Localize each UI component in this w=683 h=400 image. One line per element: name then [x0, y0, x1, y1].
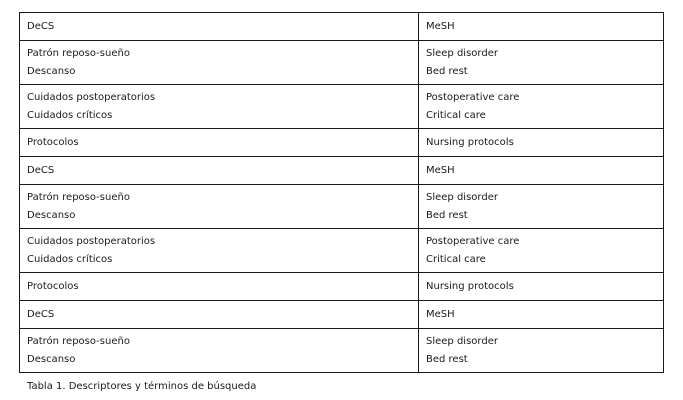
mesh-term: Postoperative care	[426, 91, 520, 103]
decs-term: Protocolos	[27, 280, 79, 292]
decs-term: Cuidados postoperatorios	[27, 235, 156, 247]
mesh-term: Nursing protocols	[426, 136, 514, 148]
table-row	[20, 329, 664, 373]
decs-term: Descanso	[27, 65, 76, 77]
table-row	[20, 185, 664, 229]
decs-cell	[20, 273, 419, 301]
mesh-cell	[419, 301, 664, 329]
mesh-term: MeSH	[426, 308, 455, 320]
mesh-term: Nursing protocols	[426, 280, 514, 292]
decs-cell	[20, 85, 419, 129]
decs-cell	[20, 41, 419, 85]
decs-term: Patrón reposo-sueño	[27, 191, 130, 203]
decs-term: Patrón reposo-sueño	[27, 47, 130, 59]
decs-cell	[20, 157, 419, 185]
mesh-cell	[419, 129, 664, 157]
mesh-term: Postoperative care	[426, 235, 520, 247]
decs-cell	[20, 185, 419, 229]
mesh-term: Sleep disorder	[426, 191, 498, 203]
mesh-cell	[419, 273, 664, 301]
mesh-term: Critical care	[426, 253, 486, 265]
table-row	[20, 85, 664, 129]
decs-cell	[20, 13, 419, 41]
mesh-cell	[419, 157, 664, 185]
table-row	[20, 157, 664, 185]
mesh-term: Bed rest	[426, 353, 468, 365]
table-row	[20, 301, 664, 329]
decs-term: DeCS	[27, 164, 55, 176]
mesh-cell	[419, 13, 664, 41]
table-row	[20, 13, 664, 41]
mesh-cell	[419, 229, 664, 273]
decs-term: DeCS	[27, 20, 55, 32]
table-row	[20, 229, 664, 273]
decs-term: DeCS	[27, 308, 55, 320]
decs-cell	[20, 229, 419, 273]
mesh-term: MeSH	[426, 164, 455, 176]
mesh-term: Sleep disorder	[426, 335, 498, 347]
decs-cell	[20, 329, 419, 373]
decs-term: Cuidados postoperatorios	[27, 91, 156, 103]
table-row	[20, 129, 664, 157]
decs-term: Patrón reposo-sueño	[27, 335, 130, 347]
mesh-term: Bed rest	[426, 209, 468, 221]
table-caption: Tabla 1. Descriptores y términos de búsqueda	[27, 381, 257, 392]
mesh-cell	[419, 329, 664, 373]
mesh-term: MeSH	[426, 20, 455, 32]
decs-term: Descanso	[27, 353, 76, 365]
table-row	[20, 273, 664, 301]
decs-term: Cuidados críticos	[27, 253, 113, 265]
decs-cell	[20, 129, 419, 157]
decs-term: Protocolos	[27, 136, 79, 148]
mesh-term: Sleep disorder	[426, 47, 498, 59]
mesh-term: Bed rest	[426, 65, 468, 77]
mesh-cell	[419, 85, 664, 129]
mesh-cell	[419, 41, 664, 85]
descriptors-table	[19, 12, 664, 373]
decs-term: Descanso	[27, 209, 76, 221]
decs-term: Cuidados críticos	[27, 109, 113, 121]
mesh-term: Critical care	[426, 109, 486, 121]
decs-cell	[20, 301, 419, 329]
mesh-cell	[419, 185, 664, 229]
table-row	[20, 41, 664, 85]
